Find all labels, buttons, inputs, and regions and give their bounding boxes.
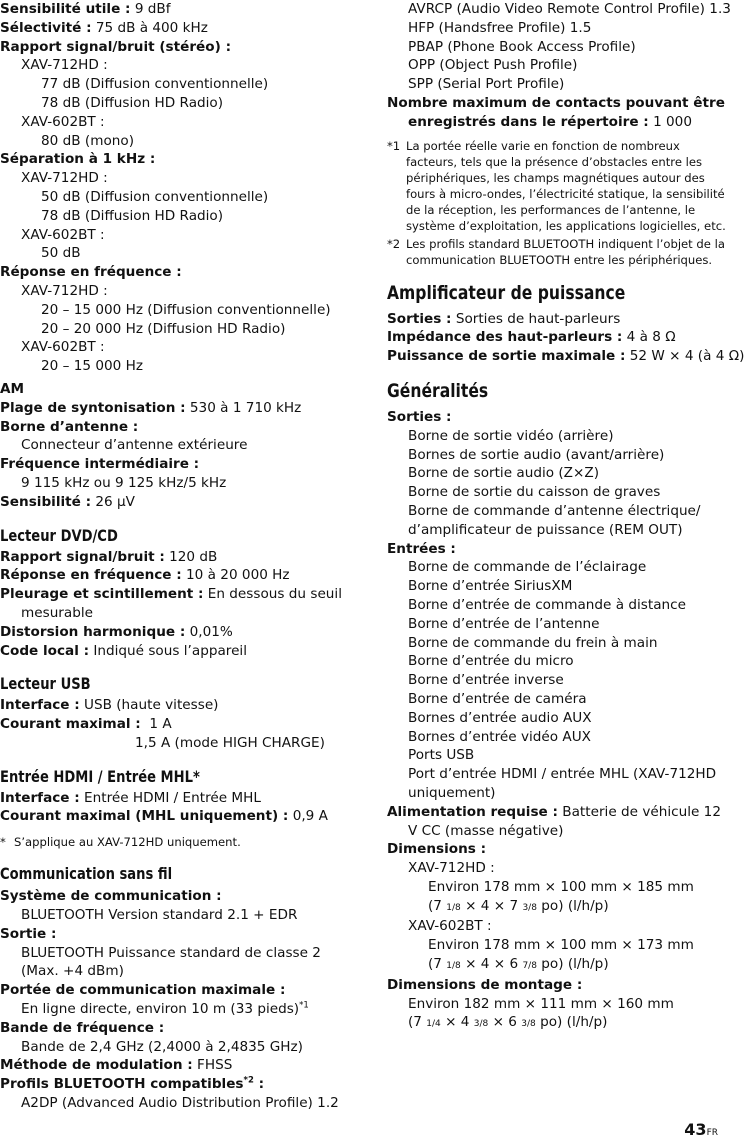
profile-item: OPP (Object Push Profile): [408, 57, 578, 74]
text: × 6: [488, 1014, 522, 1031]
value: Sorties de haut-parleurs: [455, 310, 621, 327]
section-general-heading: Généralités: [387, 379, 489, 402]
label: Impédance des haut-parleurs :: [387, 329, 623, 346]
list-item: Borne de sortie du caisson de graves: [408, 484, 661, 501]
label: Sensibilité :: [0, 493, 92, 510]
spec-portee-label: Portée de communication maximale :: [0, 982, 286, 999]
list-item: Borne d’entrée SiriusXM: [408, 578, 573, 595]
list-item: Bornes d’entrée audio AUX: [408, 709, 592, 726]
spec-value: 78 dB (Diffusion HD Radio): [41, 207, 224, 224]
section-dvd-heading: Lecteur DVD/CD: [0, 525, 118, 545]
spec-entrees-label: Entrées :: [387, 540, 456, 557]
spec-impedance: [387, 328, 732, 347]
footnote-text: Les profils standard BLUETOOTH indiquent l’objet de la communication BLUETOOTH entre les périphériques.: [406, 236, 725, 267]
list-item: Borne de sortie audio (Z×Z): [408, 465, 599, 482]
text: po) (l/h/p): [536, 956, 609, 973]
spec-value: A2DP (Advanced Audio Distribution Profile) 1.2: [21, 1095, 339, 1112]
spec-sorties-label: Sorties :: [387, 408, 452, 425]
spec-value: BLUETOOTH Puissance standard de classe 2 (Max. +4 dBm): [21, 944, 321, 980]
list-item: Borne d’entrée inverse: [408, 672, 564, 689]
text: × 4 × 6: [460, 956, 523, 973]
profile-item: HFP (Handsfree Profile) 1.5: [408, 19, 592, 36]
spec-interface: [0, 789, 352, 808]
profile-item: SPP (Serial Port Profile): [408, 76, 565, 93]
value: 75 dB à 400 kHz: [95, 19, 208, 36]
value: 10 à 20 000 Hz: [186, 567, 290, 584]
spec-reponse-label: Réponse en fréquence :: [0, 264, 182, 281]
list-item: Borne d’entrée de caméra: [408, 690, 587, 707]
spec-alimentation: [387, 803, 732, 841]
value: En ligne directe, environ 10 m (33 pieds): [21, 1001, 300, 1018]
label: Sélectivité :: [0, 19, 92, 36]
spec-montage-label: Dimensions de montage :: [387, 976, 583, 993]
section-usb-heading: Lecteur USB: [0, 674, 91, 694]
spec-value-inches: [387, 955, 732, 976]
right-column: [387, 0, 744, 1034]
fraction: 1/4: [426, 1019, 441, 1030]
label: Plage de syntonisation :: [0, 399, 186, 416]
label: Méthode de modulation :: [0, 1057, 193, 1074]
spec-value: 20 – 15 000 Hz: [41, 358, 143, 375]
list-item: Borne d’entrée de l’antenne: [408, 615, 600, 632]
spec-borne-label: Borne d’antenne :: [0, 418, 139, 435]
label: Alimentation requise :: [387, 803, 558, 820]
spec-rapport-label: Rapport signal/bruit (stéréo) :: [0, 38, 232, 55]
fraction: 3/8: [521, 1019, 536, 1030]
spec-puissance: [387, 347, 744, 366]
value: 4 à 8 Ω: [626, 329, 676, 346]
spec-selectivite: [0, 19, 352, 38]
list-item: Borne de sortie vidéo (arrière): [408, 427, 614, 444]
label: Pleurage et scintillement :: [0, 586, 204, 603]
model-label: XAV-712HD :: [408, 860, 495, 877]
label: Interface :: [0, 789, 80, 806]
text: (7: [428, 956, 447, 973]
list-item: Ports USB: [408, 747, 475, 764]
spec-value: Connecteur d’antenne extérieure: [21, 437, 248, 454]
spec-courant-mhl: [0, 807, 352, 826]
spec-freq-label: Fréquence intermédiaire :: [0, 456, 200, 473]
spec-sensibilite: [0, 493, 352, 512]
spec-methode: [0, 1056, 352, 1075]
label: Interface :: [0, 697, 80, 714]
fraction: 3/8: [522, 902, 537, 913]
list-item: Borne de commande du frein à main: [408, 634, 658, 651]
page-language-code: FR: [706, 1128, 718, 1138]
label: Distorsion harmonique :: [0, 623, 186, 640]
value: 9 dBf: [134, 1, 171, 17]
spec-value: BLUETOOTH Version standard 2.1 + EDR: [21, 907, 298, 924]
footnote-hdmi: [0, 834, 352, 850]
label: Courant maximal :: [0, 716, 141, 733]
spec-sortie-label: Sortie :: [0, 925, 57, 942]
label: Sorties :: [387, 310, 452, 327]
label: Nombre maximum de contacts pouvant être enregistrés dans le répertoire :: [387, 94, 725, 130]
footnote-ref: *1: [299, 1000, 309, 1011]
spec-value: Bande de 2,4 GHz (2,4000 à 2,4835 GHz): [21, 1038, 303, 1055]
footnote-text: S’applique au XAV-712HD uniquement.: [14, 835, 241, 850]
text: po) (l/h/p): [536, 897, 609, 914]
list-item: Borne de commande d’antenne électrique/ d’amplificateur de puissance (REM OUT): [408, 502, 701, 538]
spec-value: [0, 1000, 352, 1019]
footnote-text: La portée réelle varie en fonction de nombreux facteurs, tels que la présence d’obstacles entre les périphériques, les champs magnétiques autour des fours à micro-ondes, l’électricité statique, la sensibilité de la réception, les performances de l’antenne, le système d’exploitation, les applications logicielles, etc.: [406, 138, 726, 233]
footnote-1: [387, 138, 732, 234]
footnote-mark: *: [0, 835, 6, 850]
value: 0,9 A: [292, 808, 328, 825]
value: Entrée HDMI / Entrée MHL: [84, 789, 261, 806]
model-label: XAV-712HD :: [21, 282, 108, 299]
page-number-value: 43: [684, 1120, 707, 1139]
value: Batterie de véhicule 12 V CC (masse négative): [408, 803, 721, 839]
text: × 4: [440, 1014, 474, 1031]
value: 26 µV: [95, 493, 135, 510]
text: (7: [408, 1014, 427, 1031]
label: Courant maximal (MHL uniquement) :: [0, 808, 289, 825]
footnote-mark: *2: [387, 236, 401, 251]
spec-value: 50 dB: [41, 245, 81, 262]
fraction: 1/8: [446, 902, 461, 913]
spec-reponse: [0, 566, 352, 585]
label: Réponse en fréquence :: [0, 567, 182, 584]
spec-value: 20 – 20 000 Hz (Diffusion HD Radio): [41, 320, 286, 337]
label: Puissance de sortie maximale :: [387, 348, 626, 365]
spec-pleurage: [0, 585, 352, 623]
model-label: XAV-712HD :: [21, 57, 108, 74]
value: 52 W × 4 (à 4 Ω): [629, 348, 744, 365]
label: Profils BLUETOOTH compatibles: [0, 1076, 244, 1093]
model-label: XAV-712HD :: [21, 170, 108, 187]
section-am-heading: AM: [0, 380, 25, 397]
model-label: XAV-602BT :: [21, 339, 105, 356]
list-item: Bornes de sortie audio (avant/arrière): [408, 446, 665, 463]
spec-bande-label: Bande de fréquence :: [0, 1019, 165, 1036]
fraction: 1/8: [446, 961, 461, 972]
value: 1 A: [149, 716, 172, 733]
footnote-mark: *1: [387, 138, 401, 153]
list-item: Borne de commande de l’éclairage: [408, 559, 647, 576]
value: 120 dB: [169, 548, 218, 565]
spec-value: Environ 178 mm × 100 mm × 173 mm: [428, 937, 694, 954]
spec-value-inches: [387, 1013, 732, 1034]
spec-separation-label: Séparation à 1 kHz :: [0, 151, 156, 168]
footnote-2: [387, 236, 732, 268]
spec-value: 1,5 A (mode HIGH CHARGE): [135, 734, 325, 751]
list-item: Bornes d’entrée vidéo AUX: [408, 728, 591, 745]
profile-item: PBAP (Phone Book Access Profile): [408, 38, 636, 55]
value: 530 à 1 710 kHz: [189, 399, 302, 416]
spec-courant: [0, 715, 352, 734]
spec-value: 80 dB (mono): [41, 132, 134, 149]
model-label: XAV-602BT :: [21, 226, 105, 243]
spec-interface: [0, 696, 352, 715]
footnote-ref: *2: [243, 1075, 254, 1086]
spec-profils-label: [0, 1075, 352, 1094]
spec-value: 78 dB (Diffusion HD Radio): [41, 94, 224, 111]
text: po) (l/h/p): [535, 1014, 608, 1031]
spec-value: 9 115 kHz ou 9 125 kHz/5 kHz: [21, 474, 227, 491]
list-item: Borne d’entrée du micro: [408, 653, 574, 670]
spec-value-inches: [387, 897, 732, 918]
spec-value: 77 dB (Diffusion conventionnelle): [41, 76, 269, 93]
spec-contacts: [387, 94, 732, 132]
section-hdmi-heading: Entrée HDMI / Entrée MHL*: [0, 766, 200, 786]
spec-value: 50 dB (Diffusion conventionnelle): [41, 188, 269, 205]
spec-value: Environ 182 mm × 111 mm × 160 mm: [408, 995, 674, 1012]
label-colon: :: [253, 1076, 265, 1093]
value: FHSS: [197, 1057, 233, 1074]
section-ampli-heading: Amplificateur de puissance: [387, 281, 626, 304]
fraction: 7/8: [522, 961, 537, 972]
list-item: Port d’entrée HDMI / entrée MHL (XAV-712HD uniquement): [408, 766, 717, 801]
spec-distorsion: [0, 623, 352, 642]
model-label: XAV-602BT :: [408, 918, 492, 935]
label: Sensibilité utile :: [0, 1, 131, 17]
section-wireless-heading: Communication sans fil: [0, 864, 173, 884]
spec-plage: [0, 399, 352, 418]
value: 1 000: [653, 113, 692, 130]
profile-item: AVRCP (Audio Video Remote Control Profile) 1.3: [408, 1, 731, 17]
spec-systeme-label: Système de communication :: [0, 888, 222, 905]
label: Code local :: [0, 642, 90, 659]
spec-code-local: [0, 642, 352, 661]
page-number: [684, 1120, 718, 1139]
spec-value: 20 – 15 000 Hz (Diffusion conventionnelle): [41, 301, 331, 318]
model-label: XAV-602BT :: [21, 113, 105, 130]
spec-sorties: [387, 310, 732, 329]
value: Indiqué sous l’appareil: [93, 642, 247, 659]
fraction: 3/8: [473, 1019, 489, 1030]
spec-dimensions-label: Dimensions :: [387, 841, 487, 858]
value: En dessous du seuil mesurable: [21, 586, 342, 621]
spec-value: Environ 178 mm × 100 mm × 185 mm: [428, 878, 694, 895]
value: 0,01%: [189, 623, 233, 640]
list-item: Borne d’entrée de commande à distance: [408, 596, 686, 613]
left-column: [0, 0, 352, 1113]
value: USB (haute vitesse): [84, 697, 219, 714]
spec-sensibilite-utile: [0, 0, 352, 19]
text: × 4 × 7: [460, 897, 523, 914]
label: Rapport signal/bruit :: [0, 548, 165, 565]
spec-rapport: [0, 548, 352, 567]
text: (7: [428, 897, 447, 914]
